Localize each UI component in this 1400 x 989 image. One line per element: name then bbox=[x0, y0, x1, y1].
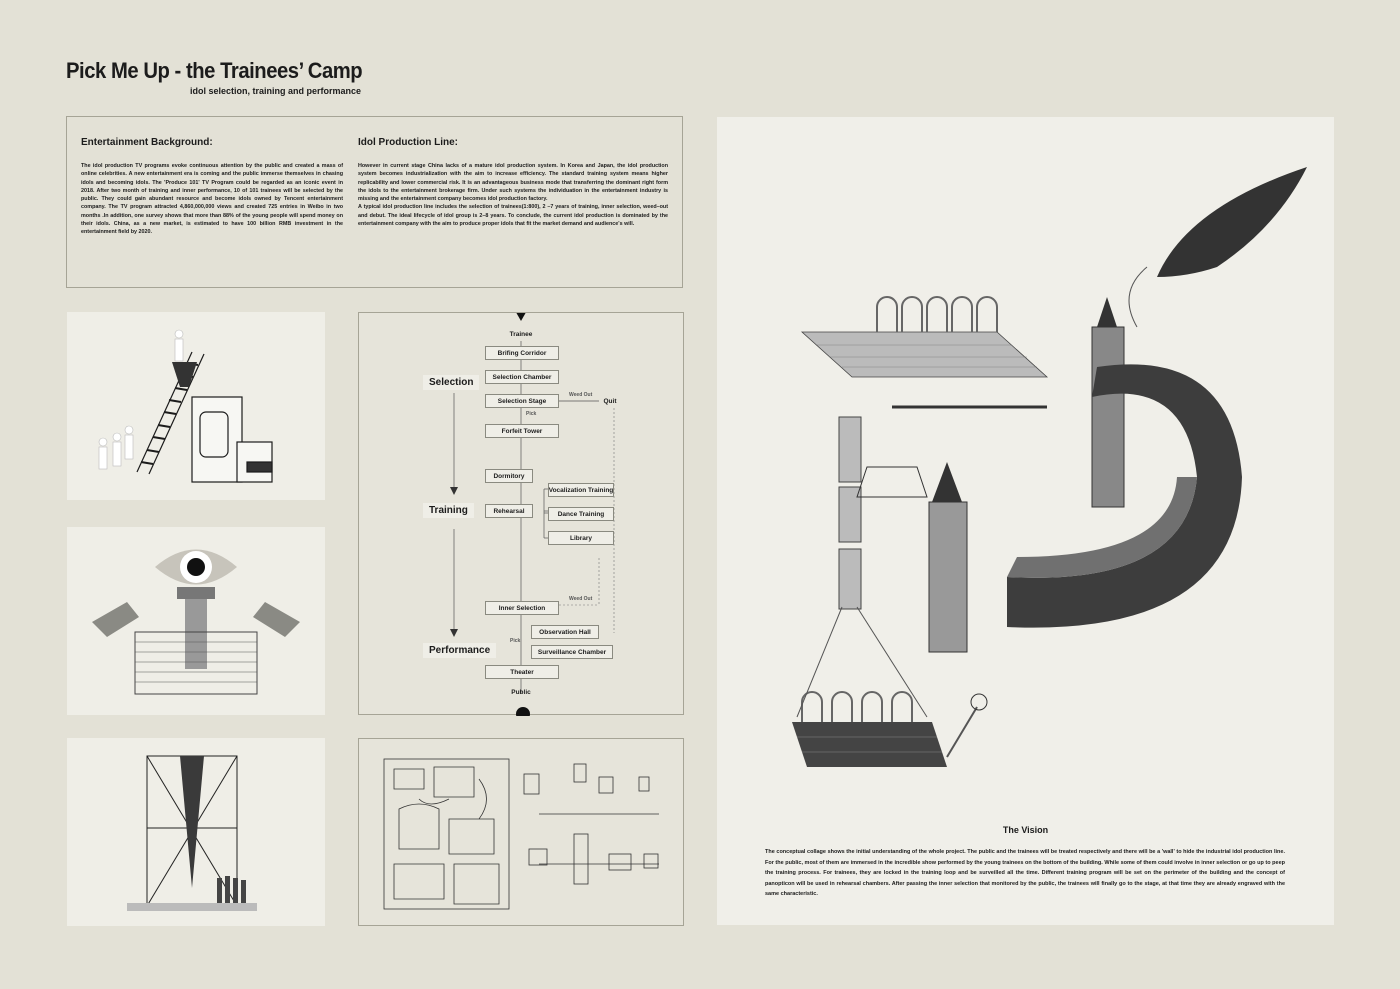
production-flowchart bbox=[358, 312, 684, 715]
start-triangle-icon bbox=[513, 313, 529, 321]
production-column bbox=[358, 137, 668, 228]
illustration-frame bbox=[67, 738, 325, 926]
eye-icon bbox=[187, 558, 205, 576]
plan-drawings bbox=[358, 738, 684, 926]
node-rehearsal: Rehearsal bbox=[485, 504, 533, 518]
node-selection-stage: Selection Stage bbox=[485, 394, 559, 408]
label-pick-1: Pick bbox=[526, 411, 537, 417]
node-trainee: Trainee bbox=[509, 330, 533, 338]
stage-performance: Performance bbox=[423, 643, 496, 658]
node-public: Public bbox=[511, 688, 531, 696]
vision-collage bbox=[717, 117, 1334, 817]
poster-title: Pick Me Up - the Trainees’ Camp bbox=[66, 58, 363, 83]
node-dance-training: Dance Training bbox=[548, 507, 614, 521]
vision-body: The conceptual collage shows the initial understanding of the whole project. The public and the trainees will be treated respectively and there will be a 'wall' to hide the industrial idol production line. For the public, most of them are immersed in the incredible show performed by the young trainees on the bottom of the building. While some of them could involve in inner selection or go up to peep the training process. For trainees, they are locked in the training loop and be surveilled all the time. Different training program will be set on the perimeter of the building and the concept of panopticon will be used in rehearsal chambers. After passing the inner selection that monitored by the public, the trainees will finally go to the stage, at that time they are already engraved with the same characteristic. bbox=[765, 849, 1285, 898]
vision-panel bbox=[717, 117, 1334, 925]
production-heading: Idol Production Line: bbox=[358, 137, 458, 148]
node-dormitory: Dormitory bbox=[485, 469, 533, 483]
background-column bbox=[81, 137, 343, 237]
intro-text-box bbox=[66, 116, 683, 288]
node-observation-hall: Observation Hall bbox=[531, 625, 599, 639]
frame-drawing bbox=[67, 738, 325, 926]
node-vocalization-training: Vocalization Training bbox=[548, 483, 614, 497]
watchtower-drawing bbox=[67, 527, 325, 715]
staircase-drawing bbox=[67, 312, 325, 500]
node-selection-chamber: Selection Chamber bbox=[485, 370, 559, 384]
label-pick-2: Pick bbox=[510, 638, 521, 644]
node-library: Library bbox=[548, 531, 614, 545]
node-surveillance-chamber: Surveillance Chamber bbox=[531, 645, 613, 659]
node-theater: Theater bbox=[485, 665, 559, 679]
label-weed-out-2: Weed Out bbox=[569, 596, 593, 602]
label-weed-out-1: Weed Out bbox=[569, 392, 593, 398]
vision-title: The Vision bbox=[1002, 825, 1049, 835]
illustration-staircase bbox=[67, 312, 325, 500]
background-body: The idol production TV programs evoke continuous attention by the public and created a mass of online celebrities. A new entertainment era is coming and the public immerse themselves in chasing idols and becoming idols. The 'Produce 101' TV Program could be regarded as an iconic event in 2018. After two month of training and inner performance, 10 of 101 trainees will be selected by the public. They could gain abundant resource and become idols owned by Tencent entertainment company. The TV program attracted 4,860,000,000 views and created 725 entries in Weibo in two months .In addition, one survey shows that more than 88% of the young people will spend money on their idols. China, as a new market, is estimated to have 100 billion RMB investment in the entertainment field by 2020. bbox=[81, 163, 343, 236]
end-dot-icon bbox=[516, 707, 530, 716]
stage-selection: Selection bbox=[423, 375, 479, 390]
node-forfeit-tower: Forfeit Tower bbox=[485, 424, 559, 438]
node-quit: Quit bbox=[603, 397, 617, 405]
node-briefing-corridor: Brifing Corridor bbox=[485, 346, 559, 360]
illustration-watchtower bbox=[67, 527, 325, 715]
poster-subtitle: idol selection, training and performance bbox=[190, 86, 362, 96]
production-body-2: A typical idol production line includes the selection of trainees(1:800), 2 –7 years of training, inner selection, weed–out and debut. The ideal lifecycle of idol group is 2–8 years. To conclude, the current idol production is dominated by the entertainment company with the aim to produce proper idols that fit the market demand and audience's will. bbox=[358, 204, 668, 228]
production-body-1: However in current stage China lacks of a mature idol production system. In Korea and Japan, the idol production system becomes industrialization with the aim to increase efficiency. The standard training system means higher replicability and lower commercial risk. It is an advantageous business mode that transferring the dominant right form the idols to the entertainment brokerage firm. Under such systems the individuation in the entertainment industry is missing and the entertainment company becomes idol production factory. bbox=[358, 163, 668, 203]
node-inner-selection: Inner Selection bbox=[485, 601, 559, 615]
stage-training: Training bbox=[423, 503, 474, 518]
background-heading: Entertainment Background: bbox=[81, 137, 213, 148]
plans-drawing bbox=[359, 739, 685, 927]
